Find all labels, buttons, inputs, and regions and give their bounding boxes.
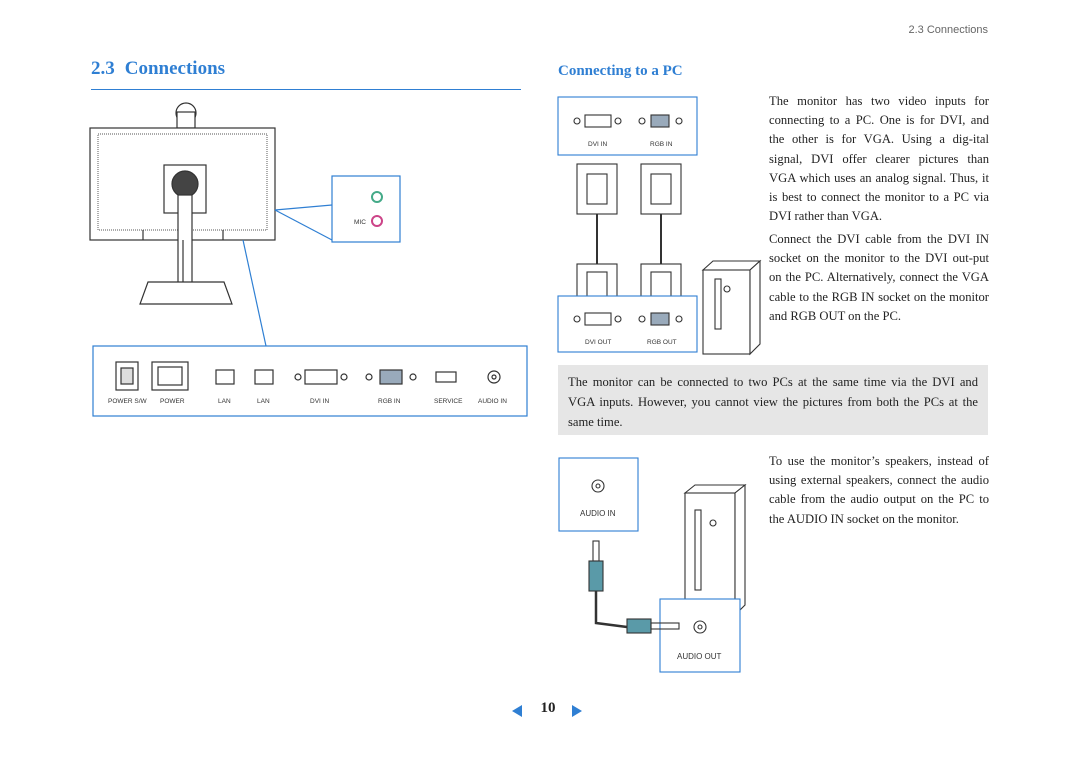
- audio-out-label: AUDIO OUT: [677, 652, 722, 661]
- port-label-lan-2: LAN: [257, 398, 270, 405]
- section-number: 2.3: [91, 58, 115, 79]
- previous-page-arrow-icon[interactable]: [512, 705, 522, 717]
- paragraph-speakers: To use the monitor’s speakers, instead of using external speakers, connect the audio cable from the audio output on the PC to the AUDIO IN socket on the monitor.: [769, 454, 989, 526]
- port-label-lan-1: LAN: [218, 398, 231, 405]
- subsection-title: Connecting to a PC: [558, 63, 683, 79]
- port-label-power: POWER: [160, 398, 185, 405]
- section-title: [91, 58, 225, 80]
- page-number: 10: [540, 700, 556, 716]
- next-page-arrow-icon[interactable]: [572, 705, 582, 717]
- port-label-service: SERVICE: [434, 398, 463, 405]
- port-label-power-sw: POWER S/W: [108, 398, 147, 405]
- audio-connection-illustration: [555, 455, 765, 677]
- note-box: The monitor can be connected to two PCs at the same time via the DVI and VGA inputs. However, you cannot view the pictures from both the PCs at the same time.: [558, 365, 988, 435]
- paragraph-dvi-vga: The monitor has two video inputs for connecting to a PC. One is for DVI, and the other is for VGA. Using a dig-ital signal, DVI offer clearer pictures than VGA which uses an analog signal. Thus, it is best to connect the monitor to a PC via DVI rather than VGA.: [769, 94, 989, 224]
- pagination: [508, 700, 588, 722]
- dvi-in-label: DVI IN: [588, 141, 608, 148]
- section-title-text: Connections: [124, 58, 226, 79]
- monitor-back-illustration: [88, 100, 533, 420]
- port-label-audio-in: AUDIO IN: [478, 398, 507, 405]
- paragraph-dvi-cable: Connect the DVI cable from the DVI IN socket on the monitor to the DVI out-put on the PC. Alternatively, connect the VGA cable to the RGB IN socket on the monitor and RGB OUT on the PC.: [769, 232, 989, 323]
- dvi-out-label: DVI OUT: [585, 339, 612, 346]
- mic-label: MIC: [354, 219, 366, 226]
- rgb-in-label: RGB IN: [650, 141, 673, 148]
- port-label-rgb-in: RGB IN: [378, 398, 401, 405]
- running-header: 2.3 Connections: [908, 24, 988, 36]
- rgb-out-label: RGB OUT: [647, 339, 677, 346]
- audio-in-label: AUDIO IN: [580, 509, 616, 518]
- port-label-dvi-in: DVI IN: [310, 398, 330, 405]
- video-connection-illustration: [555, 94, 765, 360]
- section-rule: [91, 89, 521, 90]
